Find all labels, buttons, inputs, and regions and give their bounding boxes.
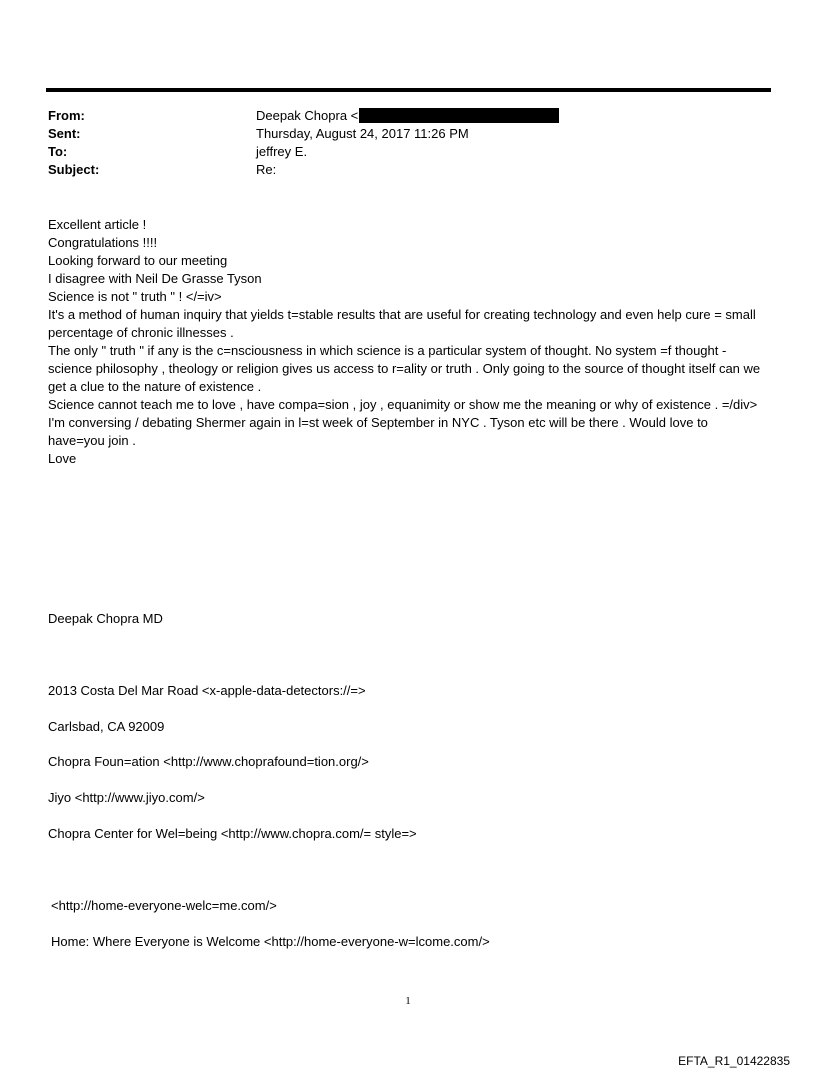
page-number: 1 (405, 995, 411, 1007)
to-label: To: (48, 144, 68, 159)
sent-value: Thursday, August 24, 2017 11:26 PM (256, 126, 469, 141)
signature-name: Deepak Chopra MD (48, 611, 163, 626)
signature-city: Carlsbad, CA 92009 (48, 719, 165, 734)
body-paragraph: Science cannot teach me to love , have compa=sion , joy , equanimity or show me the meaning or why of existence . =/div> I'm conversing / debating Shermer again in l=st week of September in NYC . Tyson etc will be there . Would love to have=you join . (48, 397, 758, 448)
email-body (48, 216, 768, 468)
body-line: I disagree with Neil De Grasse Tyson (48, 271, 262, 286)
from-value (256, 107, 559, 125)
body-line: Love (48, 451, 77, 466)
signature-home-text: Home: Where Everyone is Welcome <http://home-everyone-w=lcome.com/> (51, 934, 490, 949)
body-line: Science is not " truth " ! </=iv> (48, 289, 222, 304)
from-label: From: (48, 108, 85, 123)
body-line: Congratulations !!!! (48, 235, 158, 250)
signature-jiyo-link: Jiyo <http://www.jiyo.com/> (48, 790, 205, 805)
body-line: Excellent article ! (48, 217, 147, 232)
subject-label: Subject: (48, 162, 100, 177)
subject-value: Re: (256, 162, 277, 177)
header-divider (46, 88, 771, 92)
body-line: Looking forward to our meeting (48, 253, 228, 268)
redaction-bar (359, 108, 559, 123)
body-paragraph: It's a method of human inquiry that yields t=stable results that are useful for creating technology and even help cure = small percentage of chronic illnesses . (48, 307, 756, 340)
signature-center-link: Chopra Center for Wel=being <http://www.chopra.com/= style=> (48, 826, 417, 841)
from-sender: Deepak Chopra < (256, 108, 359, 123)
sent-label: Sent: (48, 126, 81, 141)
document-id: EFTA_R1_01422835 (678, 1054, 790, 1068)
signature-home-link: <http://home-everyone-welc=me.com/> (51, 898, 277, 913)
to-value: jeffrey E. (256, 144, 308, 159)
signature-address: 2013 Costa Del Mar Road <x-apple-data-detectors://=> (48, 683, 366, 698)
body-paragraph: The only " truth " if any is the c=nsciousness in which science is a particular system of thought. No system =f thought - science philosophy , theology or religion gives us access to r=ality or truth . Only going to the source of thought itself can we get a clue to the nature of existence . (48, 343, 761, 394)
signature-foundation-link: Chopra Foun=ation <http://www.choprafound=tion.org/> (48, 754, 369, 769)
